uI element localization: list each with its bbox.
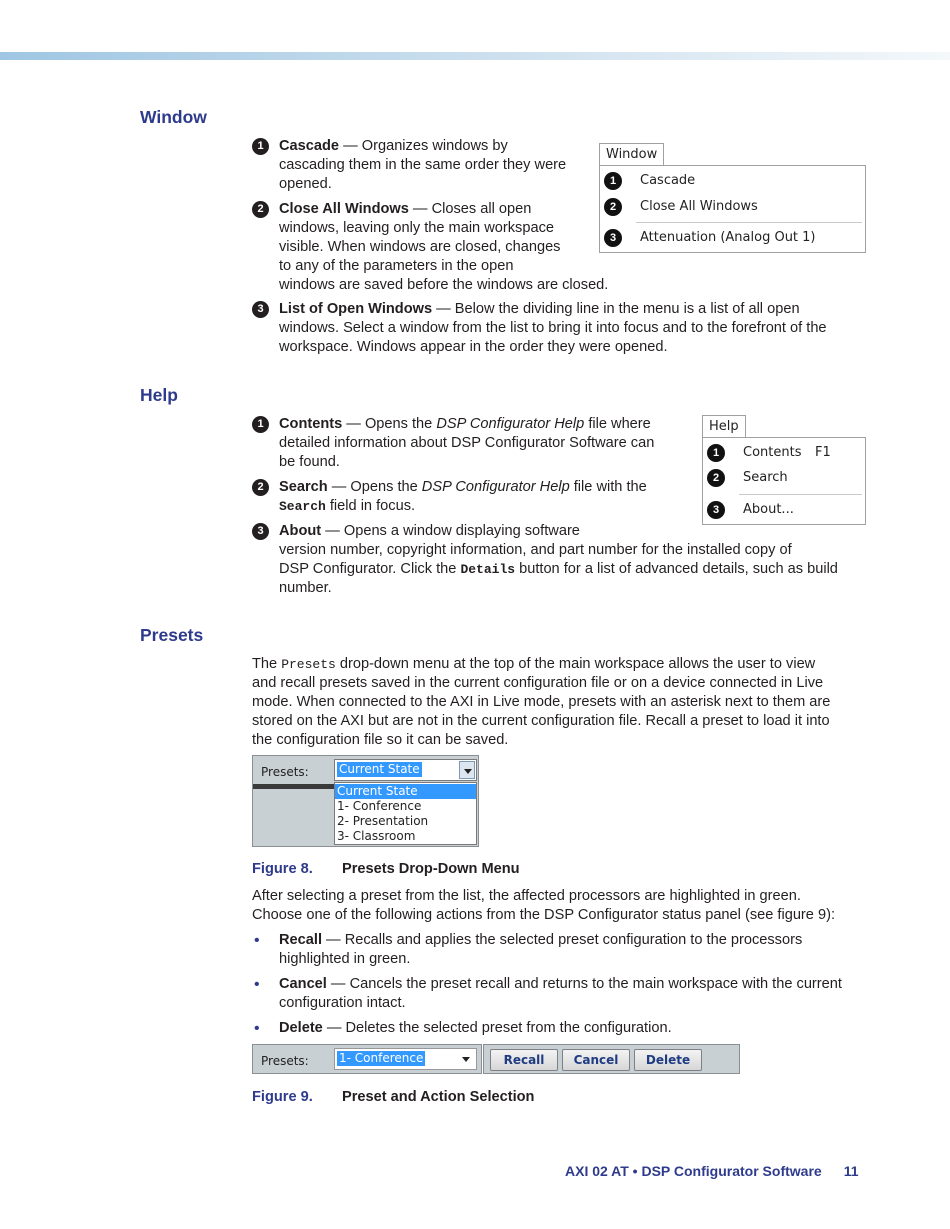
item-title: Contents: [279, 416, 343, 432]
presets-select[interactable]: 1- Conference: [334, 1048, 477, 1070]
presets-select[interactable]: Current State: [334, 759, 477, 781]
number-1-icon: 1: [604, 172, 622, 190]
presets-label: Presets:: [261, 1054, 309, 1068]
number-3-icon: 3: [604, 229, 622, 247]
number-3-icon: 3: [252, 301, 269, 318]
presets-options: [334, 782, 477, 845]
menu-item-about[interactable]: 3 About...: [703, 500, 865, 520]
item-title: Cascade: [279, 138, 340, 154]
menu-item-contents[interactable]: 1 Contents F1: [703, 443, 865, 463]
header-band: [0, 52, 950, 60]
window-menu-tab[interactable]: Window: [599, 143, 664, 165]
number-2-icon: 2: [604, 198, 622, 216]
number-3-icon: 3: [252, 523, 269, 540]
number-2-icon: 2: [707, 469, 725, 487]
presets-action-buttons: [483, 1044, 740, 1074]
presets-heading: Presets: [140, 625, 204, 645]
shortcut-label: F1: [815, 445, 831, 460]
menu-item-cascade[interactable]: 1 Cascade: [600, 171, 865, 191]
menu-divider: [636, 222, 862, 223]
presets-intro: The Presets drop-down menu at the top of the main workspace allows the user to view and recall presets saved in the current configuration file or on a device connected in Live mode. When connected to the AXI in Live mode, presets with an asterisk next to them are stored on the AXI but are not in the current configuration file. Recall a preset to load it into the configuration file so it can be saved.: [252, 656, 831, 748]
chevron-down-icon[interactable]: [459, 761, 475, 779]
item-title: About: [279, 523, 322, 539]
menu-item-search[interactable]: 2 Search: [703, 468, 865, 488]
cancel-button[interactable]: Cancel: [562, 1049, 630, 1071]
page-footer: [565, 1162, 859, 1181]
item-title: Close All Windows: [279, 201, 409, 217]
option-classroom[interactable]: 3- Classroom: [337, 829, 416, 843]
menu-item-attenuation[interactable]: 3 Attenuation (Analog Out 1): [600, 228, 865, 248]
help-heading: Help: [140, 385, 178, 405]
recall-button[interactable]: Recall: [490, 1049, 558, 1071]
item-title: Search: [279, 479, 328, 495]
presets-label: Presets:: [261, 765, 309, 779]
presets-dropdown-screenshot: [252, 755, 479, 847]
option-current-state[interactable]: Current State: [335, 784, 476, 799]
option-conference[interactable]: 1- Conference: [337, 799, 422, 813]
option-presentation[interactable]: 2- Presentation: [337, 814, 429, 828]
number-2-icon: 2: [252, 479, 269, 496]
window-menu: [599, 165, 866, 253]
number-2-icon: 2: [252, 201, 269, 218]
number-1-icon: 1: [707, 444, 725, 462]
window-heading: Window: [140, 107, 207, 127]
number-1-icon: 1: [252, 416, 269, 433]
number-1-icon: 1: [252, 138, 269, 155]
page-number: 11: [843, 1163, 859, 1179]
menu-item-close-all[interactable]: 2 Close All Windows: [600, 197, 865, 217]
figure-9-caption: Figure 9. Preset and Action Selection: [252, 1089, 535, 1105]
item-title: List of Open Windows: [279, 301, 433, 317]
footer-title: AXI 02 AT • DSP Configurator Software: [565, 1163, 822, 1179]
number-3-icon: 3: [707, 501, 725, 519]
presets-actionbar-select-area: [252, 1044, 482, 1074]
help-menu-tab[interactable]: Help: [702, 415, 746, 437]
chevron-down-icon[interactable]: [462, 1057, 470, 1062]
delete-button[interactable]: Delete: [634, 1049, 702, 1071]
figure-8-caption: Figure 8. Presets Drop-Down Menu: [252, 861, 520, 877]
presets-after-text: After selecting a preset from the list, the affected processors are highlighted in green. Choose one of the following actions from the DSP Configurator status panel (see figure 9):: [252, 888, 835, 923]
menu-divider: [739, 494, 862, 495]
help-menu: [702, 437, 866, 525]
